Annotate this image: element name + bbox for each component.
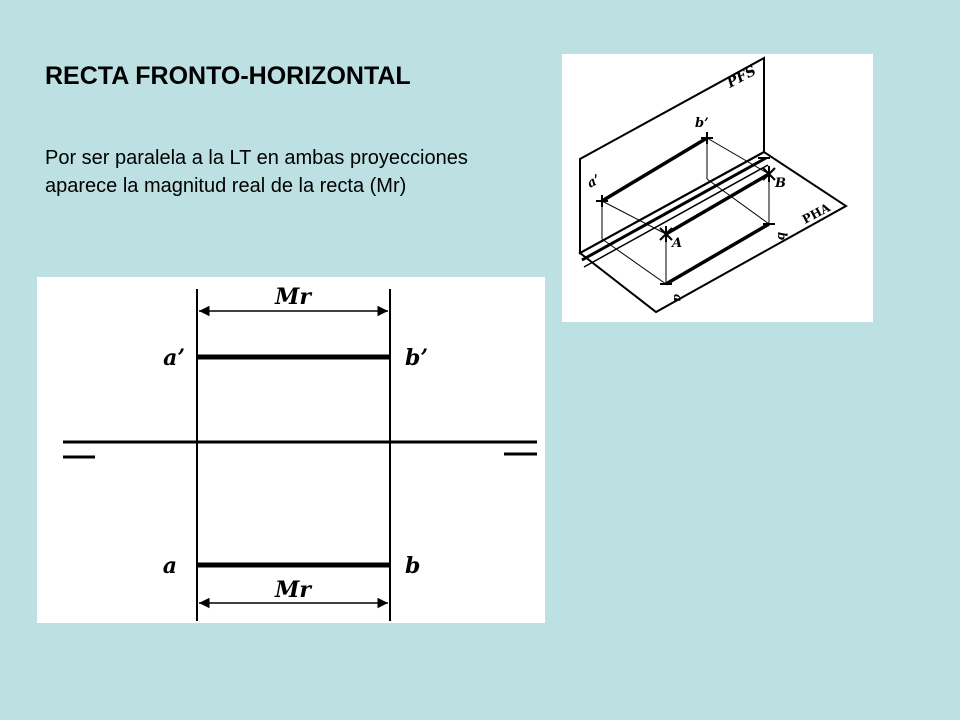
label-mr-bottom: Mr bbox=[275, 577, 311, 603]
label-a-2d: a bbox=[162, 553, 177, 579]
label-b-3d: b bbox=[775, 232, 789, 241]
projector-b-prime-B bbox=[707, 138, 769, 174]
ground-line-inner bbox=[584, 165, 768, 267]
figure-2d-projection bbox=[37, 277, 545, 623]
label-mr-top: Mr bbox=[275, 284, 311, 310]
star-A bbox=[660, 226, 672, 242]
label-a-prime-2d: a’ bbox=[163, 345, 185, 371]
label-a-prime-3d: a’ bbox=[584, 172, 604, 192]
figure-3d-svg bbox=[562, 54, 873, 322]
label-a-3d: a bbox=[671, 294, 685, 302]
figure-2d-svg bbox=[37, 277, 545, 623]
label-A-3d: A bbox=[672, 236, 683, 251]
slide-title: RECTA FRONTO-HORIZONTAL bbox=[45, 62, 411, 90]
label-b-2d: b bbox=[405, 553, 421, 579]
figure-3d-projection bbox=[562, 54, 873, 322]
segment-ab bbox=[666, 224, 769, 284]
label-b-prime-3d: b’ bbox=[695, 116, 709, 131]
star-B bbox=[763, 166, 775, 182]
plane-pha-outline bbox=[580, 152, 846, 312]
projector-ground-b bbox=[707, 179, 769, 224]
label-b-prime-2d: b’ bbox=[405, 345, 429, 371]
slide-body-text: Por ser paralela a la LT en ambas proyecciones aparece la magnitud real de la recta (Mr) bbox=[45, 147, 468, 197]
label-pha: PHA bbox=[799, 200, 833, 227]
label-B-3d: B bbox=[775, 176, 786, 191]
label-pfs: PFS bbox=[724, 63, 759, 92]
